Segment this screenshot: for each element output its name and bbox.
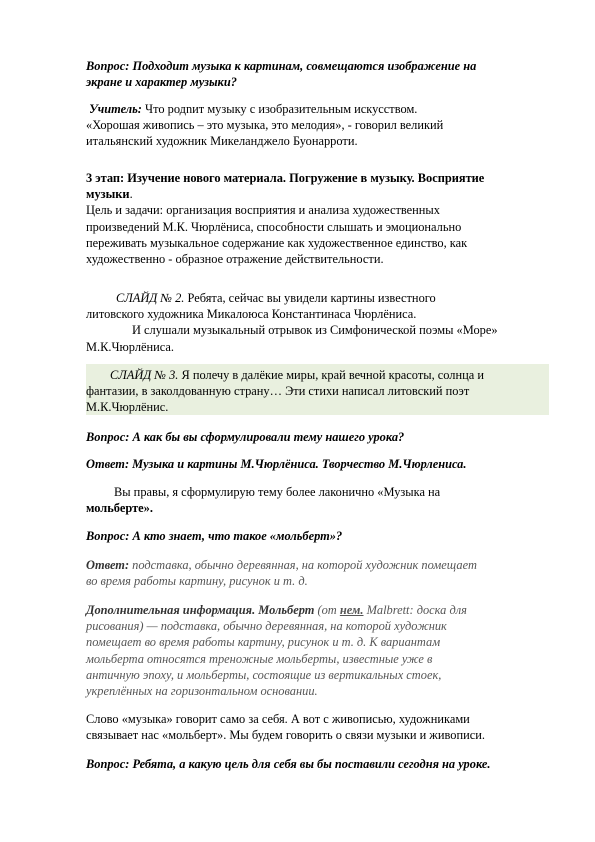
question-1-line-2: экране и характер музыки? [86, 75, 237, 90]
word-line-2: связывает нас «мольберт». Мы будем говорить о связи музыки и живописи. [86, 728, 485, 743]
additional-info-line-2: рисования) — подставка, обычно деревянная, на которой художник [86, 619, 447, 634]
stage-3-goal-line-4: художественно - образное отражение действительности. [86, 252, 384, 267]
slide-2-line-3: И слушали музыкальный отрывок из Симфонической поэмы «Море» [132, 323, 498, 338]
question-1-line-1: Вопрос: Подходит музыка к картинам, совмещаются изображение на [86, 59, 477, 73]
question-3 [86, 528, 548, 544]
slide-2-line-4: М.К.Чюрлёниса. [86, 339, 175, 354]
teacher-line-3: итальянский художник Микеланджело Буонарроти. [86, 134, 358, 149]
stage-3-title-line-1: 3 этап: Изучение нового материала. Погружение в музыку. Восприятие [86, 171, 485, 185]
question-1 [86, 58, 548, 90]
teacher-line-1: Что родnит музыку с изобразительным искусством. [141, 102, 418, 116]
answer-2 [86, 456, 548, 472]
additional-info-line-4: мольберта относятся треножные мольберты, известные уже в [86, 651, 433, 666]
additional-info-line-3: помещает во время работы картину, рисунок и т. д. К вариантам [86, 635, 441, 650]
topic-paragraph [86, 484, 548, 516]
word-line-1: Слово «музыка» говорит само за себя. А вот с живописью, художниками [86, 712, 470, 726]
slide-3-paragraph [86, 367, 548, 416]
stage-3-goal-line-1: Цель и задачи: организация восприятия и анализа художественных [86, 203, 440, 218]
stage-3-goal-line-3: переживать музыкальное содержание как художественное единство, как [86, 235, 468, 250]
stage-3-section: 3 этап: Изучение нового материала. Погружение в музыку. Восприятие музыки. Цель и задачи: организация восприятия и анализа художественных произведений М.К. Чюрлёниса, способности слышать и эмоционально переживать музыкальное содержание как художественное единство, как художественно - образное отражение действительности. [86, 171, 485, 267]
stage-3-title-line-2: музыки [86, 187, 130, 202]
topic-line-1: Вы правы, я сформулирую тему более лаконично «Музыка на [114, 485, 441, 499]
additional-info-line-5: античную эпоху, и мольберты, состоящие из вертикальных стоек, [86, 667, 442, 682]
additional-info-label: Дополнительная информация. Мольберт [86, 603, 315, 617]
teacher-label: Учитель: [89, 102, 142, 116]
slide-2-line-1: Ребята, сейчас вы увидели картины известного [184, 291, 436, 305]
teacher-line-2: «Хорошая живопись – это музыка, это мелодия», - говорил великий [86, 118, 444, 133]
teacher-paragraph [86, 101, 548, 150]
answer-3-label: Ответ: [86, 558, 130, 572]
german-link[interactable]: нем. [339, 603, 364, 617]
question-2 [86, 429, 548, 445]
slide-3-line-3: М.К.Чюрлёнис. [86, 400, 169, 415]
question-2-text: Вопрос: А как бы вы сформулировали тему нашего урока? [86, 430, 405, 444]
question-3-text: Вопрос: А кто знает, что такое «мольберт»? [86, 529, 343, 543]
answer-2-text: Ответ: Музыка и картины М.Чюрлёниса. Творчество М.Чюрлениса. [86, 457, 467, 471]
slide-3-line-2: фантазии, в заколдованную страну… Эти стихи написал литовский поэт [86, 384, 470, 399]
slide-2-paragraph [86, 290, 548, 355]
topic-line-2: мольберте». [86, 501, 153, 516]
question-4-text: Вопрос: Ребята, а какую цель для себя вы бы поставили сегодня на уроке. [86, 757, 491, 771]
word-paragraph [86, 711, 548, 743]
answer-3-line-2: во время работы картину, рисунок и т. д. [86, 574, 308, 589]
slide-2-line-2: литовского художника Микалоюса Константинаса Чюрлёниса. [86, 307, 417, 322]
additional-info [86, 602, 548, 699]
additional-info-line-1: Malbrett: доска для [363, 603, 467, 617]
question-4 [86, 756, 548, 772]
answer-3 [86, 557, 548, 589]
slide-2-label: СЛАЙД № 2. [116, 291, 185, 305]
stage-3-goal-line-2: произведений М.К. Чюрлёниса, способности слышать и эмоционально [86, 219, 462, 234]
slide-3-line-1: Я полечу в далёкие миры, край вечной красоты, солнца и [178, 368, 484, 382]
answer-3-line-1: подставка, обычно деревянная, на которой художник помещает [129, 558, 477, 572]
slide-3-label: СЛАЙД № 3. [110, 368, 179, 382]
additional-info-open: (от [314, 603, 340, 617]
additional-info-line-6: укреплённых на горизонтальном основании. [86, 684, 318, 699]
